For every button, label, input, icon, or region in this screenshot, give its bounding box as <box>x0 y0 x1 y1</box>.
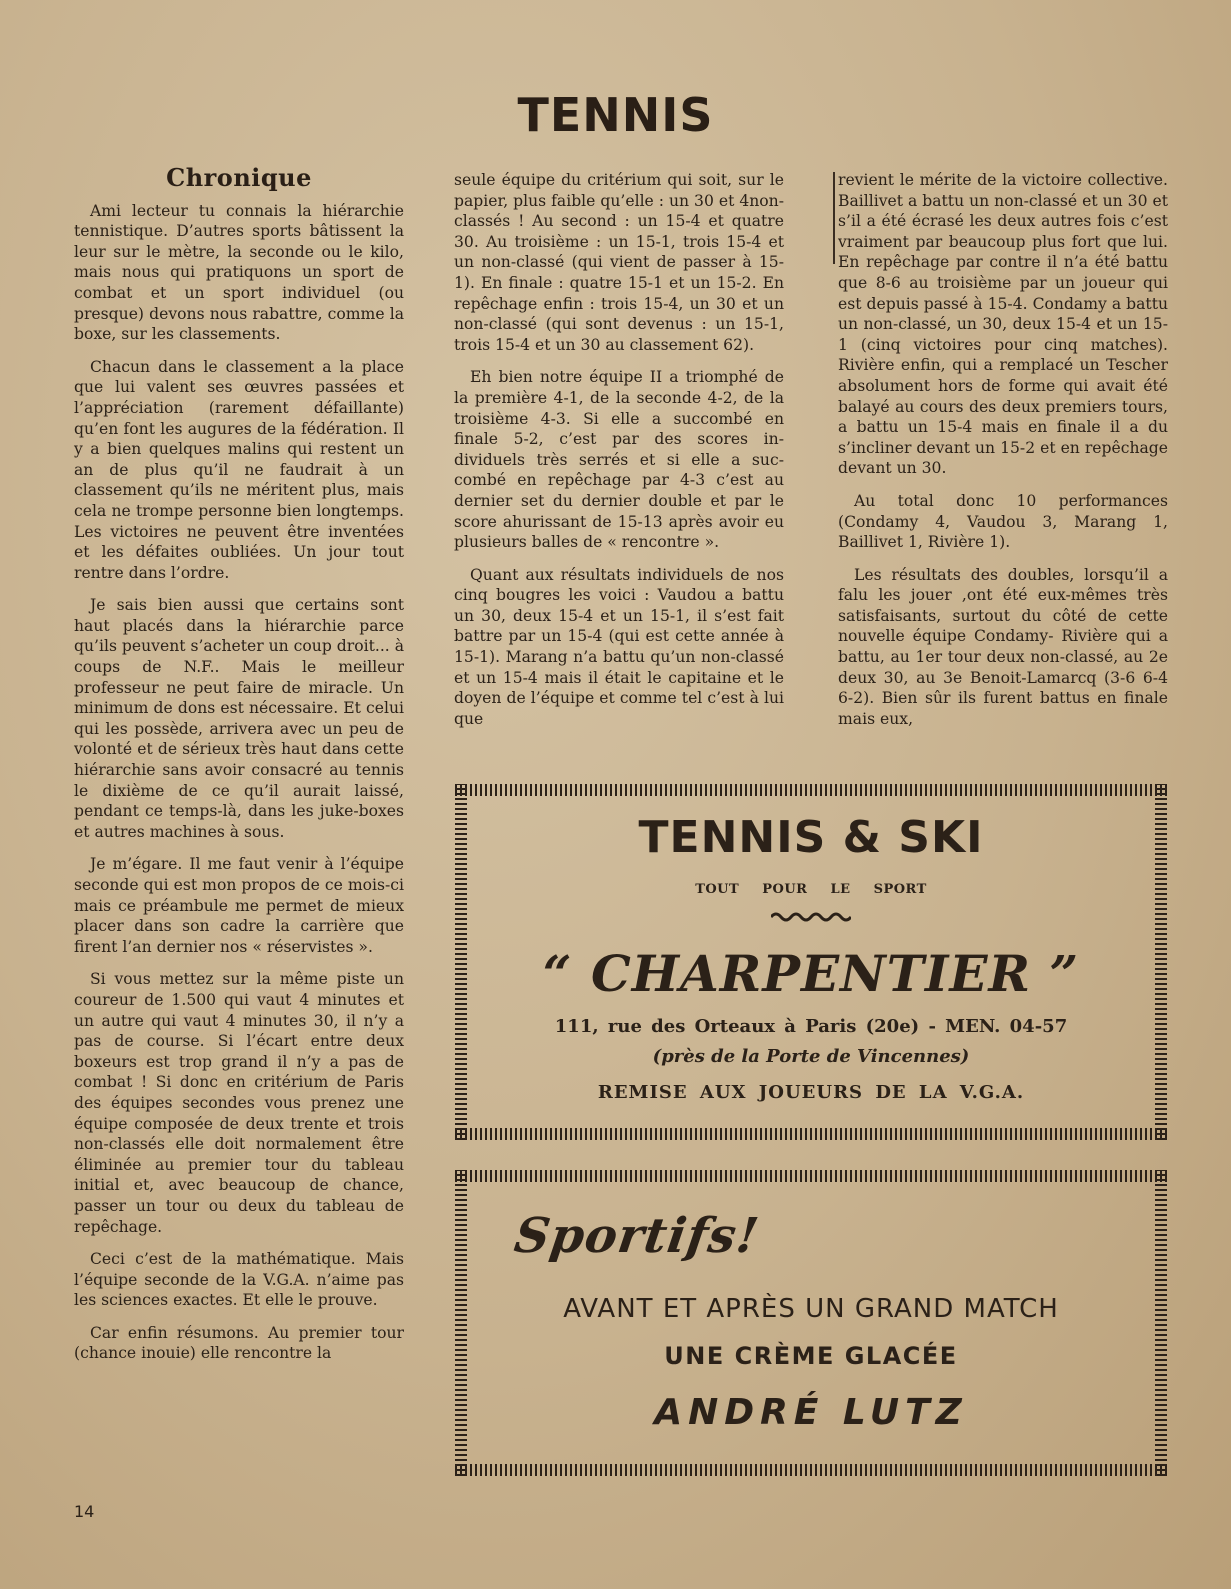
wave-ornament-icon <box>771 910 851 924</box>
paragraph: seule équipe du critérium qui soit, sur le papier, plus faible qu’elle : un 30 et 4non-classés ! Au second : un 15-4 et quatre 30. Au troisième : un 15-1, trois 15-4 et un non-classé (qui vient de passer à 15-1). En finale : quatre 15-1 et un 15-2. En repêchage enfin : trois 15-4, un 30 et un non-classé (qui sont devenus : un 15-1, trois 15-4 et un 30 au classement 62). <box>454 171 784 354</box>
article-column-3 <box>838 170 1168 741</box>
ad-location-note: (près de la Porte de Vincennes) <box>652 1046 970 1067</box>
article-column-1 <box>74 163 404 1376</box>
ad-store-name: “ CHARPENTIER ” <box>542 944 1080 1003</box>
paragraph: Ceci c’est de la mathématique. Mais l’équipe seconde de la V.G.A. n’aime pas les sciences exactes. Et elle le prouve. <box>74 1250 404 1310</box>
paragraph: Je m’égare. Il me faut venir à l’équipe seconde qui est mon propos de ce mois-ci mais ce préambule me permet de mieux placer dans son cadre la carrière que firent l’an dernier nos « réservistes ». <box>74 855 404 956</box>
paragraph: Ami lecteur tu connais la hiérarchie tennistique. D’autres sports bâtissent la leur sur le mètre, la seconde ou le kilo, mais nous qui pratiquons un sport de combat et un sport individuel (ou presque) devons nous rabattre, comme la boxe, sur les classements. <box>74 201 404 344</box>
ad-border-top <box>455 784 1167 796</box>
ad-subtitle: TOUT POUR LE SPORT <box>695 882 927 897</box>
paragraph: Les résultats des doubles, lorsqu’il a falu les jouer ,ont été eux-mêmes très satisfaisants, surtout du côté de cette nouvelle équipe Condamy- Rivière qui a battu, au 1er tour deux non-classé, au 2e deux 30, au 3e Benoit-Lamarcq (3-6 6-4 6-2). Bien sûr ils furent battus en finale mais eux, <box>838 565 1168 728</box>
advertisement-tennis-ski <box>455 784 1167 1140</box>
ad-address: 111, rue des Orteaux à Paris (20e) - MEN. 04-57 <box>554 1016 1068 1037</box>
ad-border-top <box>455 1170 1167 1182</box>
ad-border-bottom <box>455 1128 1167 1140</box>
paragraph: Je sais bien aussi que certains sont haut placés dans la hiérarchie parce qu’ils peuvent s’acheter un coup droit... à coups de N.F.. Mais le meilleur professeur ne peut faire de miracle. Un minimum de dons est nécessaire. Et celui qui les possède, arrivera avec un peu de volonté et de sérieux très haut dans cette hiérarchie sans avoir consacré au tennis le dixième de ce qu’il aurait laissé, pendant ce temps-là, dans les juke-boxes et autres machines à sous. <box>74 596 404 841</box>
ad-border-bottom <box>455 1464 1167 1476</box>
paragraph: Car enfin résumons. Au premier tour (chance inouie) elle rencontre la <box>74 1323 404 1363</box>
paragraph: Quant aux résultats individuels de nos cinq bougres les voici : Vaudou a battu un 30, deux 15-4 et un 15-1, il s’est fait battre par un 15-4 (qui est cette année à 15-1). Marang n’a battu qu’un non-classé et un 15-4 mais il était le capitaine et le doyen de l’équipe et comme tel c’est à lui que <box>454 565 784 728</box>
column-rule <box>833 172 835 264</box>
article-column-2 <box>454 170 784 741</box>
ad-brand: ANDRÉ LUTZ <box>654 1392 968 1433</box>
article-heading: Chronique <box>166 163 312 192</box>
ad-tagline: AVANT ET APRÈS UN GRAND MATCH <box>563 1294 1059 1324</box>
advertisement-andre-lutz <box>455 1170 1167 1476</box>
paragraph: Eh bien notre équipe II a triomphé de la première 4-1, de la seconde 4-2, de la troisième 4-3. Si elle a succombé en finale 5-2, c’est par des scores individuels très serrés et si elle a succombé en repêchage par 4-3 c’est au dernier set du dernier double et par le score ahurissant de 15-13 après avoir eu plusieurs balles de « rencontre ». <box>454 368 784 552</box>
ad-headline: Sportifs! <box>511 1208 763 1264</box>
page-number: 14 <box>74 1502 95 1521</box>
page-title: TENNIS <box>517 88 714 142</box>
paragraph: Si vous mettez sur la même piste un coureur de 1.500 qui vaut 4 minutes et un autre qui vaut 4 minutes 30, il n’y a pas de course. Si l’écart entre deux boxeurs est trop grand il n’y a pas de combat ! Si donc en critérium de Paris des équipes secondes vous prenez une équipe composée de deux trente et trois non-classés elle doit normalement être éliminée au premier tour du tableau initial et, avec beaucoup de chance, passer un tour ou deux du tableau de repêchage. <box>74 970 404 1236</box>
paragraph: revient le mérite de la victoire collective. Baillivet a battu un non-classé et un 30 et s’il a été écrasé les deux autres fois c’est vraiment par beaucoup plus fort que lui. En repêchage par contre il n’a été battu que 8-6 au troisième par un joueur qui est depuis passé à 15-4. Condamy a battu un non-classé, un 30, deux 15-4 et un 15-1 (cinq victoires pour cinq matches). Rivière enfin, qui a remplacé un Tescher absolument hors de forme qui avait été balayé au cours des deux premiers tours, a battu un 15-4 mais en finale il a du s’incliner devant un 15-2 et en repêchage devant un 30. <box>838 171 1168 478</box>
ad-product: UNE CRÈME GLACÉE <box>664 1342 958 1370</box>
paragraph: Au total donc 10 performances (Condamy 4, Vaudou 3, Marang 1, Baillivet 1, Rivière 1). <box>838 491 1168 552</box>
ad-discount: REMISE AUX JOUEURS DE LA V.G.A. <box>597 1082 1025 1103</box>
ad-title: TENNIS & SKI <box>638 812 984 863</box>
paragraph: Chacun dans le classement a la place que lui valent ses œuvres passées et l’appréciation (rarement défaillante) qu’en font les augures de la fédération. Il y a bien quelques malins qui restent un an de plus qu’il ne faudrait à un classement qu’ils ne méritent plus, mais cela ne trompe personne bien longtemps. Les victoires ne peuvent être inventées et les défaites oubliées. Un jour tout rentre dans l’ordre. <box>74 357 404 582</box>
